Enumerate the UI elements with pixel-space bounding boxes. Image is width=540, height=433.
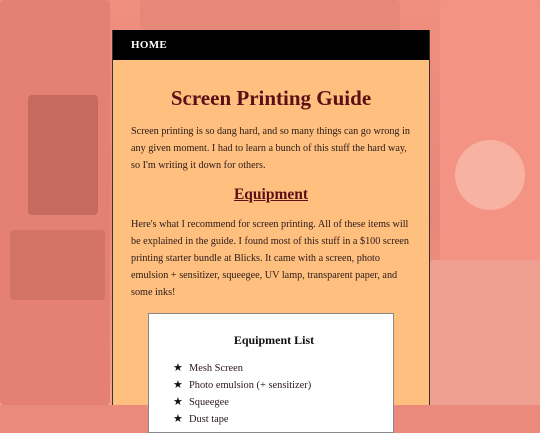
equipment-list-card: [148, 313, 394, 433]
navbar: [113, 30, 429, 60]
section-heading-equipment: Equipment: [233, 186, 309, 203]
list-item-label: Mesh Screen: [189, 363, 243, 374]
page-title: Screen Printing Guide: [170, 86, 372, 110]
equipment-paragraph: Here's what I recommend for screen printing. All of these items will be explained in the guide. I found most of this stuff in a $100 screen printing starter bundle at Blicks. It came with a screen, photo emulsion + sensitizer, squeegee, UV lamp, transparent paper, and some inks!: [131, 219, 409, 298]
list-item: [173, 394, 375, 411]
list-item: [173, 360, 375, 377]
star-icon: ★: [173, 379, 183, 391]
list-item-label: Dust tape: [189, 414, 229, 425]
page-container: [112, 30, 430, 425]
main-content: [113, 86, 429, 433]
equipment-list-title: Equipment List: [233, 333, 315, 347]
intro-paragraph: Screen printing is so dang hard, and so many things can go wrong in any given moment. I had to learn a bunch of this stuff the hard way, so I'm writing it down for others.: [131, 126, 410, 171]
star-icon: ★: [173, 413, 183, 425]
equipment-list: [173, 360, 375, 428]
star-icon: ★: [173, 362, 183, 374]
list-item: [173, 411, 375, 428]
nav-home-link[interactable]: HOME: [131, 39, 168, 51]
list-item: [173, 377, 375, 394]
star-icon: ★: [173, 396, 183, 408]
list-item-label: Photo emulsion (+ sensitizer): [189, 380, 312, 391]
list-item-label: Squeegee: [189, 397, 229, 408]
